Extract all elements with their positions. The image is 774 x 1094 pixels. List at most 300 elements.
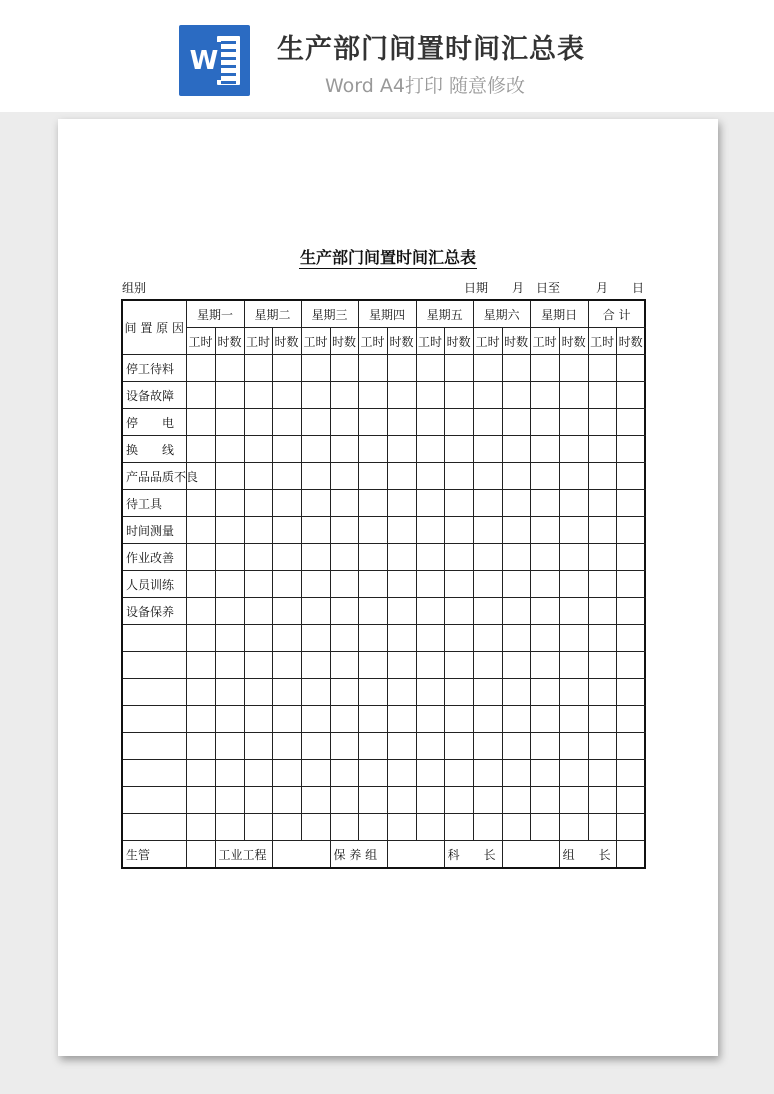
entry-cell[interactable] <box>444 382 473 409</box>
entry-cell[interactable] <box>387 436 416 463</box>
entry-cell[interactable] <box>416 760 444 787</box>
entry-cell[interactable] <box>530 625 559 652</box>
entry-cell[interactable] <box>387 760 416 787</box>
entry-cell[interactable] <box>444 598 473 625</box>
entry-cell[interactable] <box>559 382 588 409</box>
entry-cell[interactable] <box>186 598 215 625</box>
entry-cell[interactable] <box>559 571 588 598</box>
entry-cell[interactable] <box>588 598 616 625</box>
entry-cell[interactable] <box>530 598 559 625</box>
entry-cell[interactable] <box>559 544 588 571</box>
entry-cell[interactable] <box>502 571 530 598</box>
entry-cell[interactable] <box>559 652 588 679</box>
entry-cell[interactable] <box>244 706 272 733</box>
entry-cell[interactable] <box>215 382 244 409</box>
entry-cell[interactable] <box>244 409 272 436</box>
entry-cell[interactable] <box>272 625 301 652</box>
entry-cell[interactable] <box>416 409 444 436</box>
entry-cell[interactable] <box>444 706 473 733</box>
entry-cell[interactable] <box>301 517 330 544</box>
entry-cell[interactable] <box>330 652 358 679</box>
entry-cell[interactable] <box>530 733 559 760</box>
entry-cell[interactable] <box>244 787 272 814</box>
entry-cell[interactable] <box>330 679 358 706</box>
entry-cell[interactable] <box>244 679 272 706</box>
entry-cell[interactable] <box>444 679 473 706</box>
entry-cell[interactable] <box>215 733 244 760</box>
entry-cell[interactable] <box>358 733 387 760</box>
entry-cell[interactable] <box>502 760 530 787</box>
entry-cell[interactable] <box>502 463 530 490</box>
entry-cell[interactable] <box>301 625 330 652</box>
entry-cell[interactable] <box>416 598 444 625</box>
entry-cell[interactable] <box>186 436 215 463</box>
template-header <box>0 0 774 112</box>
entry-cell[interactable] <box>416 679 444 706</box>
entry-cell[interactable] <box>444 544 473 571</box>
entry-cell[interactable] <box>616 760 645 787</box>
entry-cell[interactable] <box>215 517 244 544</box>
entry-cell[interactable] <box>502 706 530 733</box>
entry-cell[interactable] <box>330 787 358 814</box>
entry-cell[interactable] <box>330 706 358 733</box>
entry-cell[interactable] <box>444 571 473 598</box>
entry-cell[interactable] <box>358 625 387 652</box>
reason-cell: 停 电 <box>122 409 186 436</box>
entry-cell[interactable] <box>358 409 387 436</box>
entry-cell[interactable] <box>358 355 387 382</box>
entry-cell[interactable] <box>444 355 473 382</box>
entry-cell[interactable] <box>416 652 444 679</box>
entry-cell[interactable] <box>330 409 358 436</box>
entry-cell[interactable] <box>358 706 387 733</box>
entry-cell[interactable] <box>215 760 244 787</box>
entry-cell[interactable] <box>530 652 559 679</box>
entry-cell[interactable] <box>387 517 416 544</box>
entry-cell[interactable] <box>502 598 530 625</box>
entry-cell[interactable] <box>616 355 645 382</box>
entry-cell[interactable] <box>444 733 473 760</box>
entry-cell[interactable] <box>301 355 330 382</box>
entry-cell[interactable] <box>588 517 616 544</box>
entry-cell[interactable] <box>215 652 244 679</box>
entry-cell[interactable] <box>616 598 645 625</box>
entry-cell[interactable] <box>186 355 215 382</box>
entry-cell[interactable] <box>616 814 645 841</box>
entry-cell[interactable] <box>502 544 530 571</box>
entry-cell[interactable] <box>330 814 358 841</box>
entry-cell[interactable] <box>416 814 444 841</box>
entry-cell[interactable] <box>272 679 301 706</box>
entry-cell[interactable] <box>358 490 387 517</box>
entry-cell[interactable] <box>244 625 272 652</box>
entry-cell[interactable] <box>186 490 215 517</box>
entry-cell[interactable] <box>444 490 473 517</box>
entry-cell[interactable] <box>473 733 502 760</box>
entry-cell[interactable] <box>473 436 502 463</box>
entry-cell[interactable] <box>588 544 616 571</box>
entry-cell[interactable] <box>272 571 301 598</box>
entry-cell[interactable] <box>616 679 645 706</box>
entry-cell[interactable] <box>416 517 444 544</box>
entry-cell[interactable] <box>473 625 502 652</box>
entry-cell[interactable] <box>502 517 530 544</box>
entry-cell[interactable] <box>502 409 530 436</box>
entry-cell[interactable] <box>215 814 244 841</box>
entry-cell[interactable] <box>444 463 473 490</box>
entry-cell[interactable] <box>358 652 387 679</box>
entry-cell[interactable] <box>559 355 588 382</box>
entry-cell[interactable] <box>387 571 416 598</box>
entry-cell[interactable] <box>416 463 444 490</box>
entry-cell[interactable] <box>444 652 473 679</box>
entry-cell[interactable] <box>244 571 272 598</box>
entry-cell[interactable] <box>473 814 502 841</box>
entry-cell[interactable] <box>588 706 616 733</box>
entry-cell[interactable] <box>473 652 502 679</box>
entry-cell[interactable] <box>387 814 416 841</box>
entry-cell[interactable] <box>387 733 416 760</box>
entry-cell[interactable] <box>358 760 387 787</box>
entry-cell[interactable] <box>186 544 215 571</box>
entry-cell[interactable] <box>416 706 444 733</box>
entry-cell[interactable] <box>244 436 272 463</box>
entry-cell[interactable] <box>588 355 616 382</box>
entry-cell[interactable] <box>616 733 645 760</box>
entry-cell[interactable] <box>186 652 215 679</box>
entry-cell[interactable] <box>330 544 358 571</box>
entry-cell[interactable] <box>301 814 330 841</box>
entry-cell[interactable] <box>186 706 215 733</box>
entry-cell[interactable] <box>530 544 559 571</box>
entry-cell[interactable] <box>530 706 559 733</box>
entry-cell[interactable] <box>530 679 559 706</box>
entry-cell[interactable] <box>358 598 387 625</box>
entry-cell[interactable] <box>387 706 416 733</box>
entry-cell[interactable] <box>559 625 588 652</box>
entry-cell[interactable] <box>272 490 301 517</box>
entry-cell[interactable] <box>301 652 330 679</box>
entry-cell[interactable] <box>588 733 616 760</box>
entry-cell[interactable] <box>530 760 559 787</box>
entry-cell[interactable] <box>215 463 244 490</box>
entry-cell[interactable] <box>530 787 559 814</box>
entry-cell[interactable] <box>301 598 330 625</box>
entry-cell[interactable] <box>301 436 330 463</box>
entry-cell[interactable] <box>588 625 616 652</box>
entry-cell[interactable] <box>301 733 330 760</box>
entry-cell[interactable] <box>272 652 301 679</box>
entry-cell[interactable] <box>530 814 559 841</box>
entry-cell[interactable] <box>616 490 645 517</box>
entry-cell[interactable] <box>186 760 215 787</box>
entry-cell[interactable] <box>272 760 301 787</box>
entry-cell[interactable] <box>387 598 416 625</box>
entry-cell[interactable] <box>502 436 530 463</box>
entry-cell[interactable] <box>588 490 616 517</box>
entry-cell[interactable] <box>502 733 530 760</box>
entry-cell[interactable] <box>559 733 588 760</box>
entry-cell[interactable] <box>444 625 473 652</box>
entry-cell[interactable] <box>559 814 588 841</box>
entry-cell[interactable] <box>301 571 330 598</box>
entry-cell[interactable] <box>330 625 358 652</box>
day-header: 星期六 <box>473 300 530 328</box>
entry-cell[interactable] <box>272 787 301 814</box>
entry-cell[interactable] <box>215 544 244 571</box>
entry-cell[interactable] <box>616 409 645 436</box>
entry-cell[interactable] <box>588 571 616 598</box>
entry-cell[interactable] <box>444 787 473 814</box>
entry-cell[interactable] <box>301 490 330 517</box>
entry-cell[interactable] <box>272 733 301 760</box>
entry-cell[interactable] <box>215 787 244 814</box>
entry-cell[interactable] <box>215 436 244 463</box>
entry-cell[interactable] <box>301 409 330 436</box>
entry-cell[interactable] <box>473 409 502 436</box>
entry-cell[interactable] <box>559 517 588 544</box>
entry-cell[interactable] <box>358 571 387 598</box>
entry-cell[interactable] <box>244 814 272 841</box>
entry-cell[interactable] <box>616 706 645 733</box>
entry-cell[interactable] <box>186 517 215 544</box>
entry-cell[interactable] <box>444 517 473 544</box>
entry-cell[interactable] <box>616 652 645 679</box>
entry-cell[interactable] <box>530 382 559 409</box>
entry-cell[interactable] <box>588 679 616 706</box>
entry-cell[interactable] <box>616 787 645 814</box>
entry-cell[interactable] <box>244 355 272 382</box>
entry-cell[interactable] <box>186 787 215 814</box>
entry-cell[interactable] <box>387 652 416 679</box>
entry-cell[interactable] <box>330 598 358 625</box>
entry-cell[interactable] <box>272 706 301 733</box>
entry-cell[interactable] <box>588 409 616 436</box>
entry-cell[interactable] <box>559 760 588 787</box>
entry-cell[interactable] <box>387 355 416 382</box>
entry-cell[interactable] <box>416 544 444 571</box>
entry-cell[interactable] <box>215 706 244 733</box>
entry-cell[interactable] <box>244 733 272 760</box>
entry-cell[interactable] <box>588 463 616 490</box>
entry-cell[interactable] <box>530 409 559 436</box>
entry-cell[interactable] <box>530 571 559 598</box>
entry-cell[interactable] <box>387 679 416 706</box>
entry-cell[interactable] <box>215 409 244 436</box>
entry-cell[interactable] <box>215 571 244 598</box>
entry-cell[interactable] <box>473 706 502 733</box>
entry-cell[interactable] <box>215 679 244 706</box>
entry-cell[interactable] <box>301 382 330 409</box>
entry-cell[interactable] <box>559 706 588 733</box>
entry-cell[interactable] <box>616 625 645 652</box>
entry-cell[interactable] <box>502 679 530 706</box>
entry-cell[interactable] <box>387 490 416 517</box>
entry-cell[interactable] <box>473 355 502 382</box>
entry-cell[interactable] <box>301 463 330 490</box>
entry-cell[interactable] <box>473 787 502 814</box>
entry-cell[interactable] <box>588 382 616 409</box>
entry-cell[interactable] <box>272 409 301 436</box>
entry-cell[interactable] <box>358 463 387 490</box>
entry-cell[interactable] <box>530 436 559 463</box>
entry-cell[interactable] <box>444 814 473 841</box>
reason-cell <box>122 814 186 841</box>
entry-cell[interactable] <box>244 463 272 490</box>
entry-cell[interactable] <box>330 463 358 490</box>
entry-cell[interactable] <box>301 679 330 706</box>
entry-cell[interactable] <box>559 463 588 490</box>
entry-cell[interactable] <box>530 517 559 544</box>
entry-cell[interactable] <box>358 787 387 814</box>
entry-cell[interactable] <box>502 355 530 382</box>
entry-cell[interactable] <box>272 598 301 625</box>
entry-cell[interactable] <box>416 436 444 463</box>
entry-cell[interactable] <box>186 733 215 760</box>
entry-cell[interactable] <box>358 679 387 706</box>
entry-cell[interactable] <box>358 544 387 571</box>
entry-cell[interactable] <box>301 760 330 787</box>
entry-cell[interactable] <box>186 814 215 841</box>
entry-cell[interactable] <box>272 544 301 571</box>
entry-cell[interactable] <box>502 382 530 409</box>
entry-cell[interactable] <box>215 598 244 625</box>
entry-cell[interactable] <box>215 490 244 517</box>
entry-cell[interactable] <box>416 490 444 517</box>
entry-cell[interactable] <box>588 652 616 679</box>
entry-cell[interactable] <box>473 517 502 544</box>
entry-cell[interactable] <box>186 382 215 409</box>
entry-cell[interactable] <box>244 652 272 679</box>
entry-cell[interactable] <box>387 787 416 814</box>
table-header-row <box>122 300 645 328</box>
entry-cell[interactable] <box>330 382 358 409</box>
entry-cell[interactable] <box>502 787 530 814</box>
entry-cell[interactable] <box>502 652 530 679</box>
entry-cell[interactable] <box>358 382 387 409</box>
entry-cell[interactable] <box>616 544 645 571</box>
entry-cell[interactable] <box>473 598 502 625</box>
entry-cell[interactable] <box>387 409 416 436</box>
entry-cell[interactable] <box>559 436 588 463</box>
entry-cell[interactable] <box>502 814 530 841</box>
entry-cell[interactable] <box>272 436 301 463</box>
entry-cell[interactable] <box>387 625 416 652</box>
entry-cell[interactable] <box>588 436 616 463</box>
entry-cell[interactable] <box>530 463 559 490</box>
entry-cell[interactable] <box>301 544 330 571</box>
subheader-cell: 时数 <box>616 328 645 355</box>
entry-cell[interactable] <box>330 517 358 544</box>
entry-cell[interactable] <box>330 760 358 787</box>
entry-cell[interactable] <box>616 382 645 409</box>
entry-cell[interactable] <box>473 760 502 787</box>
entry-cell[interactable] <box>559 598 588 625</box>
entry-cell[interactable] <box>387 463 416 490</box>
entry-cell[interactable] <box>616 463 645 490</box>
entry-cell[interactable] <box>502 490 530 517</box>
entry-cell[interactable] <box>473 679 502 706</box>
entry-cell[interactable] <box>272 355 301 382</box>
entry-cell[interactable] <box>272 382 301 409</box>
entry-cell[interactable] <box>444 760 473 787</box>
entry-cell[interactable] <box>387 544 416 571</box>
entry-cell[interactable] <box>473 490 502 517</box>
entry-cell[interactable] <box>244 598 272 625</box>
entry-cell[interactable] <box>416 382 444 409</box>
entry-cell[interactable] <box>244 544 272 571</box>
entry-cell[interactable] <box>616 517 645 544</box>
entry-cell[interactable] <box>530 490 559 517</box>
entry-cell[interactable] <box>272 463 301 490</box>
entry-cell[interactable] <box>186 625 215 652</box>
entry-cell[interactable] <box>416 733 444 760</box>
entry-cell[interactable] <box>559 787 588 814</box>
entry-cell[interactable] <box>444 436 473 463</box>
entry-cell[interactable] <box>444 409 473 436</box>
entry-cell[interactable] <box>416 355 444 382</box>
entry-cell[interactable] <box>559 679 588 706</box>
signature-cell[interactable] <box>616 841 645 869</box>
entry-cell[interactable] <box>186 409 215 436</box>
entry-cell[interactable] <box>502 625 530 652</box>
entry-cell[interactable] <box>416 787 444 814</box>
entry-cell[interactable] <box>272 814 301 841</box>
entry-cell[interactable] <box>588 787 616 814</box>
entry-cell[interactable] <box>330 490 358 517</box>
entry-cell[interactable] <box>616 436 645 463</box>
entry-cell[interactable] <box>215 355 244 382</box>
entry-cell[interactable] <box>244 382 272 409</box>
entry-cell[interactable] <box>358 814 387 841</box>
entry-cell[interactable] <box>244 517 272 544</box>
entry-cell[interactable] <box>387 382 416 409</box>
entry-cell[interactable] <box>358 517 387 544</box>
signature-cell[interactable] <box>502 841 559 869</box>
table-row <box>122 490 645 517</box>
entry-cell[interactable] <box>473 463 502 490</box>
signature-cell[interactable] <box>387 841 444 869</box>
entry-cell[interactable] <box>301 787 330 814</box>
entry-cell[interactable] <box>186 571 215 598</box>
entry-cell[interactable] <box>473 544 502 571</box>
entry-cell[interactable] <box>559 490 588 517</box>
entry-cell[interactable] <box>416 571 444 598</box>
entry-cell[interactable] <box>416 625 444 652</box>
entry-cell[interactable] <box>588 760 616 787</box>
entry-cell[interactable] <box>330 355 358 382</box>
entry-cell[interactable] <box>215 625 244 652</box>
entry-cell[interactable] <box>244 490 272 517</box>
entry-cell[interactable] <box>330 436 358 463</box>
entry-cell[interactable] <box>559 409 588 436</box>
entry-cell[interactable] <box>186 679 215 706</box>
entry-cell[interactable] <box>473 382 502 409</box>
entry-cell[interactable] <box>473 571 502 598</box>
signature-cell[interactable] <box>186 841 215 869</box>
entry-cell[interactable] <box>244 760 272 787</box>
signature-cell[interactable] <box>272 841 330 869</box>
entry-cell[interactable] <box>330 733 358 760</box>
entry-cell[interactable] <box>530 355 559 382</box>
entry-cell[interactable] <box>301 706 330 733</box>
entry-cell[interactable] <box>588 814 616 841</box>
entry-cell[interactable] <box>616 571 645 598</box>
entry-cell[interactable] <box>272 517 301 544</box>
table-row <box>122 814 645 841</box>
entry-cell[interactable] <box>358 436 387 463</box>
entry-cell[interactable] <box>330 571 358 598</box>
